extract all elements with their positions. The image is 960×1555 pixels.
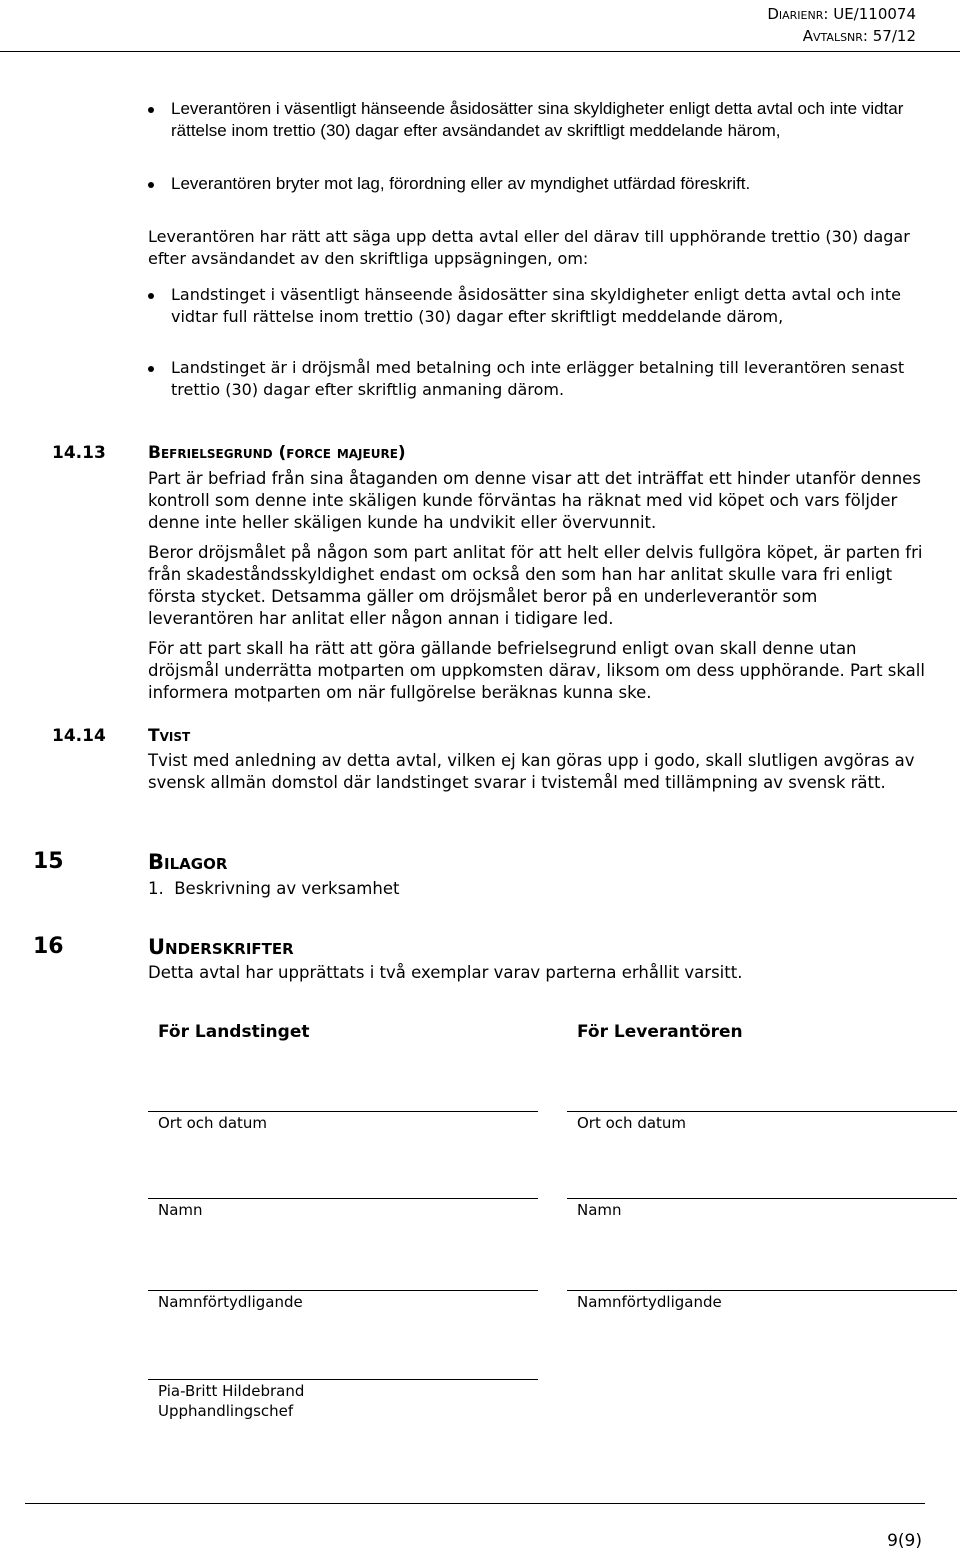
name-label: Namn [158, 1201, 203, 1219]
signature-line [148, 1111, 538, 1112]
signature-heading-left: För Landstinget [158, 1022, 310, 1042]
diarienr-label: Diarienr: [767, 5, 829, 23]
signature-line [148, 1379, 538, 1380]
header-rule [0, 51, 960, 52]
list-item: Leverantören bryter mot lag, förordning eller av myndighet utfärdad föreskrift. [148, 173, 918, 195]
avtalsnr-line [767, 25, 916, 47]
signature-line [148, 1290, 538, 1291]
place-date-label: Ort och datum [577, 1114, 687, 1132]
section-paragraph: Tvist med anledning av detta avtal, vilken ej kan göras upp i godo, skall slutligen avgöras av svensk allmän domstol där landstinget svarar i tvistemål med tillämpning av svensk rätt. [148, 751, 915, 792]
name-clarification-label: Namnförtydligande [158, 1293, 303, 1311]
section-number: 16 [33, 934, 64, 959]
section-paragraph: Detta avtal har upprättats i två exemplar varav parterna erhållit varsitt. [148, 963, 743, 982]
signature-line [567, 1290, 957, 1291]
appendix-item: 1. Beskrivning av verksamhet [148, 879, 400, 898]
section-paragraph: Beror dröjsmålet på någon som part anlitat för att helt eller delvis fullgöra köpet, är parten fri från skadeståndsskyldighet endast om också den som han har anlitat skulle vara fri enligt första stycket. Detsamma gäller om dröjsmålet beror på en underleverantör som leverantören har anlitat eller någon annan i tidigare led. [148, 543, 923, 628]
diarienr-value: UE/110074 [833, 5, 916, 23]
section-title: Tvist [148, 726, 191, 746]
diarienr-line [767, 3, 916, 25]
section-number: 15 [33, 849, 64, 874]
signer-name: Pia-Britt Hildebrand [158, 1382, 305, 1400]
section-number: 14.13 [52, 443, 106, 463]
signature-line [567, 1198, 957, 1199]
list-item: Landstinget är i dröjsmål med betalning och inte erlägger betalning till leverantören senast trettio (30) dagar efter skriftlig anmaning därom. [148, 357, 918, 401]
list-item: Landstinget i väsentligt hänseende åsidosätter sina skyldigheter enligt detta avtal och inte vidtar full rättelse inom trettio (30) dagar efter skriftligt meddelande därom, [148, 284, 918, 328]
document-header [767, 3, 916, 47]
list-item: Leverantören i väsentligt hänseende åsidosätter sina skyldigheter enligt detta avtal och inte vidtar rättelse inom trettio (30) dagar efter avsändandet av skriftligt meddelande härom, [148, 98, 918, 142]
avtalsnr-label: Avtalsnr: [802, 27, 868, 45]
avtalsnr-value: 57/12 [872, 27, 916, 45]
signature-line [148, 1198, 538, 1199]
section-title: Underskrifter [148, 935, 294, 959]
name-clarification-label: Namnförtydligande [577, 1293, 722, 1311]
signature-heading-right: För Leverantören [577, 1022, 743, 1042]
page-number: 9(9) [887, 1531, 922, 1551]
section-number: 14.14 [52, 726, 106, 746]
supplier-termination-intro: Leverantören har rätt att säga upp detta avtal eller del därav till upphörande trettio (30) dagar efter avsändandet av den skriftliga uppsägningen, om: [148, 227, 910, 268]
signature-line [567, 1111, 957, 1112]
place-date-label: Ort och datum [158, 1114, 268, 1132]
section-title: Befrielsegrund (force majeure) [148, 443, 406, 463]
signer-title: Upphandlingschef [158, 1402, 294, 1420]
footer-rule [25, 1503, 925, 1504]
section-paragraph: För att part skall ha rätt att göra gällande befrielsegrund enligt ovan skall denne utan dröjsmål underrätta motparten om uppkomsten därav, liksom om dess upphörande. Part skall informera motparten om när fullgörelse beräknas kunna ske. [148, 639, 925, 702]
section-title: Bilagor [148, 850, 228, 874]
name-label: Namn [577, 1201, 622, 1219]
section-paragraph: Part är befriad från sina åtaganden om denne visar att det inträffat ett hinder utanför dennes kontroll som denne inte skäligen kunde förväntas ha räknat med vid köpet och vars följder denne inte heller skäligen kunde ha undvikit eller övervunnit. [148, 469, 921, 532]
